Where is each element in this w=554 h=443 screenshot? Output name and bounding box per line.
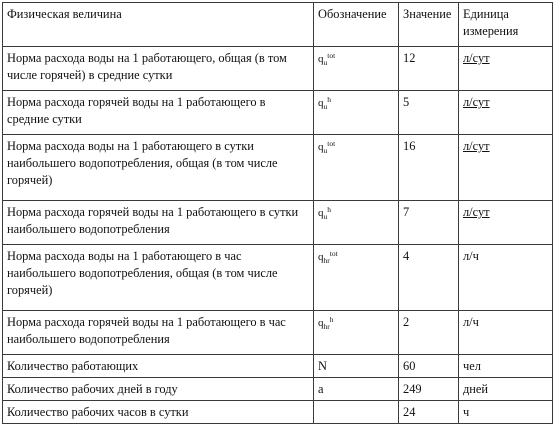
symbol-cell <box>314 91 399 135</box>
value-cell: 12 <box>399 47 459 91</box>
table-row <box>3 401 553 424</box>
quantity-name: Количество рабочих часов в сутки <box>3 401 314 424</box>
unit-cell: л/сут <box>459 135 553 201</box>
value-cell: 249 <box>399 378 459 401</box>
header-quantity: Физическая величина <box>3 3 314 47</box>
table-row <box>3 135 553 201</box>
table-row <box>3 91 553 135</box>
quantity-name: Количество рабочих дней в году <box>3 378 314 401</box>
symbol: $q_u^h$ <box>318 95 331 111</box>
symbol: $q_u^h$ <box>318 205 331 221</box>
unit-cell: дней <box>459 378 553 401</box>
table-row <box>3 378 553 401</box>
table-row <box>3 201 553 245</box>
symbol-cell <box>314 201 399 245</box>
quantity-name: Норма расхода воды на 1 работающего в сутки наибольшего водопотребления, общая (в том числе горячей) <box>3 135 314 201</box>
header-unit: Единица измерения <box>459 3 553 47</box>
header-value: Значение <box>399 3 459 47</box>
symbol: $q_u^{tot}$ <box>318 51 336 67</box>
unit-cell: л/сут <box>459 91 553 135</box>
unit-cell: л/ч <box>459 311 553 355</box>
header-symbol: Обозначение <box>314 3 399 47</box>
value-cell: 7 <box>399 201 459 245</box>
value-cell: 5 <box>399 91 459 135</box>
symbol-cell <box>314 135 399 201</box>
unit-cell: ч <box>459 401 553 424</box>
value-cell: 16 <box>399 135 459 201</box>
table-row <box>3 245 553 311</box>
symbol: $q_{hr}^{tot}$ <box>318 249 338 265</box>
value-cell: 60 <box>399 355 459 378</box>
quantity-name: Норма расхода горячей воды на 1 работающего в час наибольшего водопотребления <box>3 311 314 355</box>
symbol-cell: N <box>314 355 399 378</box>
symbol-cell: a <box>314 378 399 401</box>
value-cell: 2 <box>399 311 459 355</box>
symbol-cell <box>314 47 399 91</box>
table-row <box>3 311 553 355</box>
symbol-cell <box>314 401 399 424</box>
unit-cell: л/сут <box>459 201 553 245</box>
symbol-cell <box>314 311 399 355</box>
parameters-table <box>2 2 553 424</box>
quantity-name: Количество работающих <box>3 355 314 378</box>
unit-cell: л/сут <box>459 47 553 91</box>
value-cell: 24 <box>399 401 459 424</box>
value-cell: 4 <box>399 245 459 311</box>
table-row <box>3 355 553 378</box>
quantity-name: Норма расхода горячей воды на 1 работающего в сутки наибольшего водопотребления <box>3 201 314 245</box>
quantity-name: Норма расхода воды на 1 работающего в час наибольшего водопотребления, общая (в том числе горячей) <box>3 245 314 311</box>
quantity-name: Норма расхода воды на 1 работающего, общая (в том числе горячей) в средние сутки <box>3 47 314 91</box>
symbol: $q_u^{tot}$ <box>318 139 336 155</box>
quantity-name: Норма расхода горячей воды на 1 работающего в средние сутки <box>3 91 314 135</box>
table-row <box>3 47 553 91</box>
symbol-cell <box>314 245 399 311</box>
table-header-row <box>3 3 553 47</box>
unit-cell: чел <box>459 355 553 378</box>
symbol: $q_{hr}^h$ <box>318 315 334 331</box>
unit-cell: л/ч <box>459 245 553 311</box>
